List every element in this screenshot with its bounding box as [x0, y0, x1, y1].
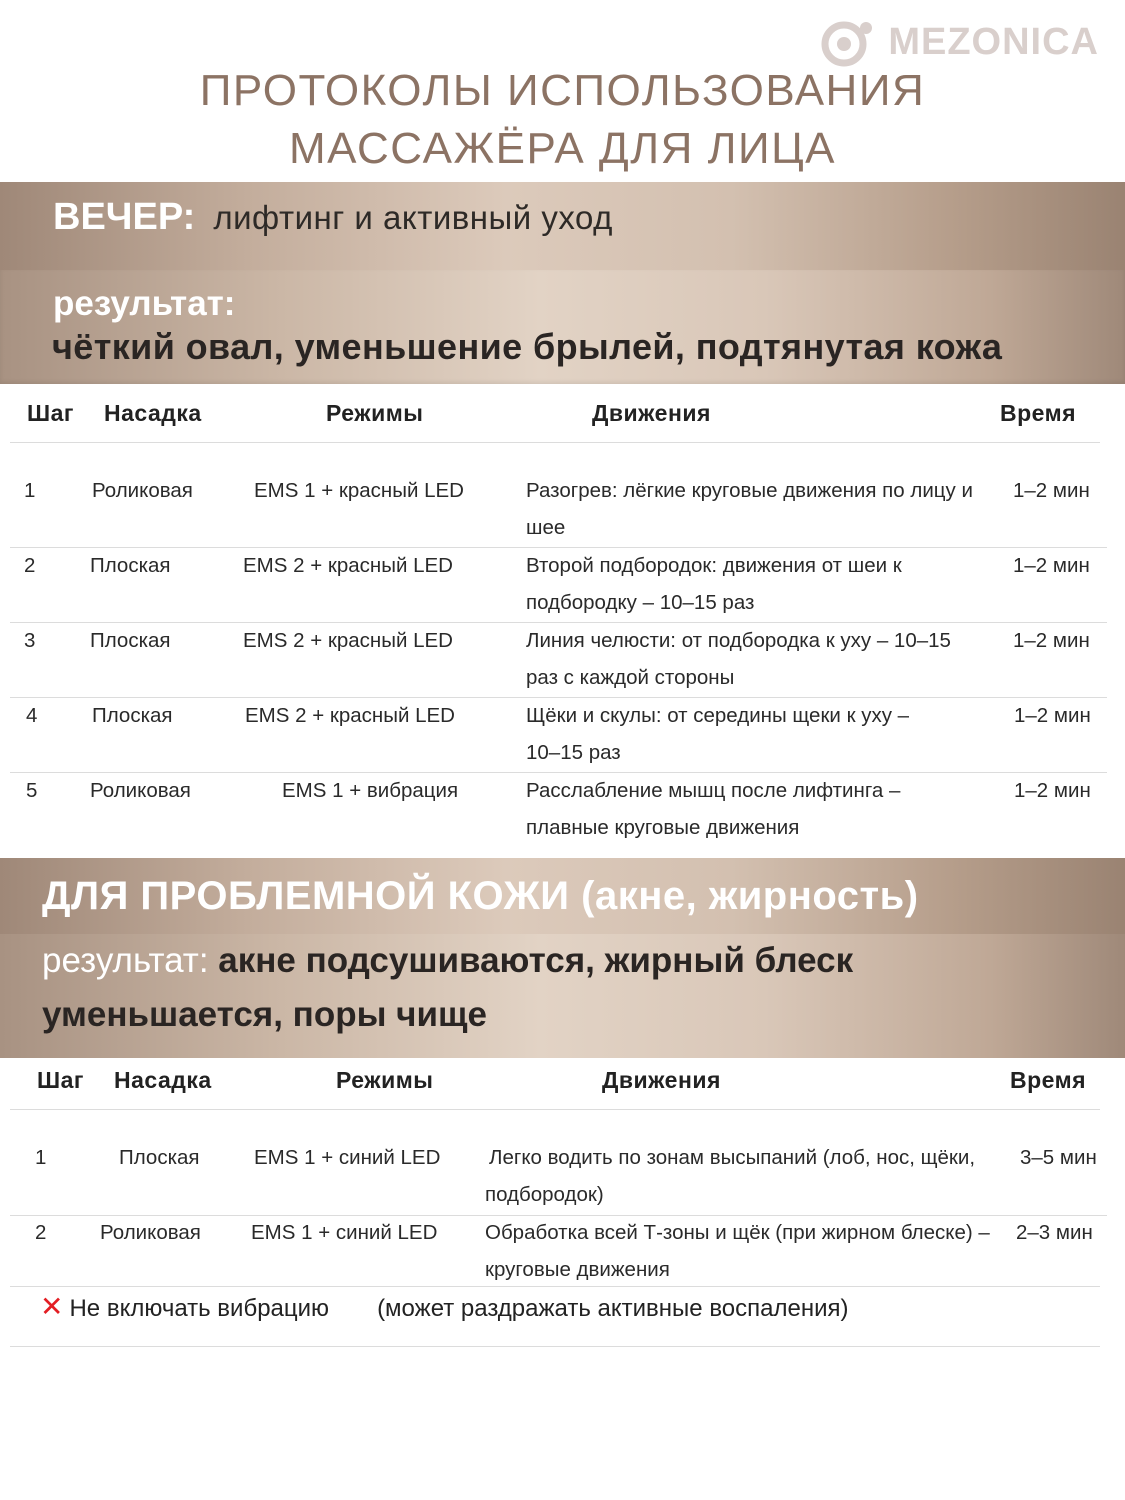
row-mode: EMS 1 + красный LED — [254, 479, 464, 502]
problem-result — [42, 934, 1102, 1042]
row-divider — [10, 1286, 1100, 1287]
problem-col-step: Шаг — [37, 1067, 84, 1093]
evening-label: ВЕЧЕР: — [53, 196, 196, 238]
evening-heading — [53, 196, 613, 239]
title-line-1: ПРОТОКОЛЫ ИСПОЛЬЗОВАНИЯ — [199, 66, 926, 115]
problem-result-text: акне подсушиваются, жирный блеск уменьшается, поры чище — [42, 941, 854, 1034]
evening-result-text: чёткий овал, уменьшение брылей, подтянутая кожа — [52, 326, 1003, 367]
row-mode: EMS 2 + красный LED — [243, 554, 453, 577]
logo-mark-icon — [820, 16, 882, 68]
row-movement: Легко водить по зонам высыпаний (лоб, нос, щёки, подбородок) — [485, 1146, 976, 1206]
row-movement: Разогрев: лёгкие круговые движения по лицу и шее — [526, 479, 973, 539]
row-nozzle: Роликовая — [100, 1221, 201, 1244]
row-step: 1 — [35, 1146, 47, 1169]
page-title — [0, 62, 1125, 178]
row-mode: EMS 2 + красный LED — [245, 704, 455, 727]
row-movement: Линия челюсти: от подбородка к уху – 10–15 раз с каждой стороны — [526, 629, 951, 689]
row-mode: EMS 1 + синий LED — [251, 1221, 438, 1244]
problem-col-movements: Движения — [602, 1067, 721, 1093]
warning-text: Не включать вибрацию — [69, 1295, 330, 1322]
evening-col-modes: Режимы — [326, 400, 424, 426]
evening-header-divider — [10, 442, 1100, 443]
row-step: 4 — [26, 704, 38, 727]
row-step: 1 — [24, 479, 36, 502]
row-time: 2–3 мин — [1016, 1221, 1093, 1244]
vibration-warning — [40, 1290, 849, 1323]
row-mode: EMS 2 + красный LED — [243, 629, 453, 652]
cross-icon: ✕ — [40, 1291, 64, 1322]
row-time: 3–5 мин — [1020, 1146, 1097, 1169]
problem-col-nozzle: Насадка — [114, 1067, 212, 1093]
logo-text: MEZONICA — [888, 20, 1099, 63]
row-nozzle: Роликовая — [92, 479, 193, 502]
row-time: 1–2 мин — [1014, 779, 1091, 802]
row-step: 3 — [24, 629, 36, 652]
warning-divider — [10, 1346, 1100, 1347]
row-nozzle: Плоская — [92, 704, 173, 727]
evening-col-nozzle: Насадка — [104, 400, 202, 426]
row-mode: EMS 1 + синий LED — [254, 1146, 441, 1169]
row-nozzle: Плоская — [90, 629, 171, 652]
row-step: 2 — [35, 1221, 47, 1244]
row-movement: Расслабление мышц после лифтинга – плавные круговые движения — [526, 779, 901, 839]
row-time: 1–2 мин — [1013, 479, 1090, 502]
row-step: 5 — [26, 779, 38, 802]
problem-col-modes: Режимы — [336, 1067, 434, 1093]
evening-subtitle: лифтинг и активный уход — [213, 199, 613, 236]
evening-col-time: Время — [1000, 400, 1077, 426]
row-time: 1–2 мин — [1013, 629, 1090, 652]
problem-header-divider — [10, 1109, 1100, 1110]
row-nozzle: Плоская — [119, 1146, 200, 1169]
row-movement: Щёки и скулы: от середины щеки к уху – 10–15 раз — [526, 704, 910, 764]
evening-col-movements: Движения — [592, 400, 711, 426]
title-line-2: МАССАЖЁРА ДЛЯ ЛИЦА — [288, 124, 836, 173]
problem-heading: ДЛЯ ПРОБЛЕМНОЙ КОЖИ (акне, жирность) — [42, 874, 919, 918]
evening-col-step: Шаг — [27, 400, 74, 426]
warning-note: (может раздражать активные воспаления) — [377, 1295, 849, 1322]
row-time: 1–2 мин — [1014, 704, 1091, 727]
problem-col-time: Время — [1010, 1067, 1087, 1093]
row-time: 1–2 мин — [1013, 554, 1090, 577]
row-mode: EMS 1 + вибрация — [282, 779, 459, 802]
evening-result-label: результат: — [53, 284, 236, 323]
row-nozzle: Плоская — [90, 554, 171, 577]
row-nozzle: Роликовая — [90, 779, 191, 802]
row-movement: Второй подбородок: движения от шеи к подбородку – 10–15 раз — [526, 554, 902, 614]
row-movement: Обработка всей Т-зоны и щёк (при жирном блеске) – круговые движения — [485, 1221, 990, 1281]
row-step: 2 — [24, 554, 36, 577]
problem-result-label: результат: — [42, 941, 209, 980]
